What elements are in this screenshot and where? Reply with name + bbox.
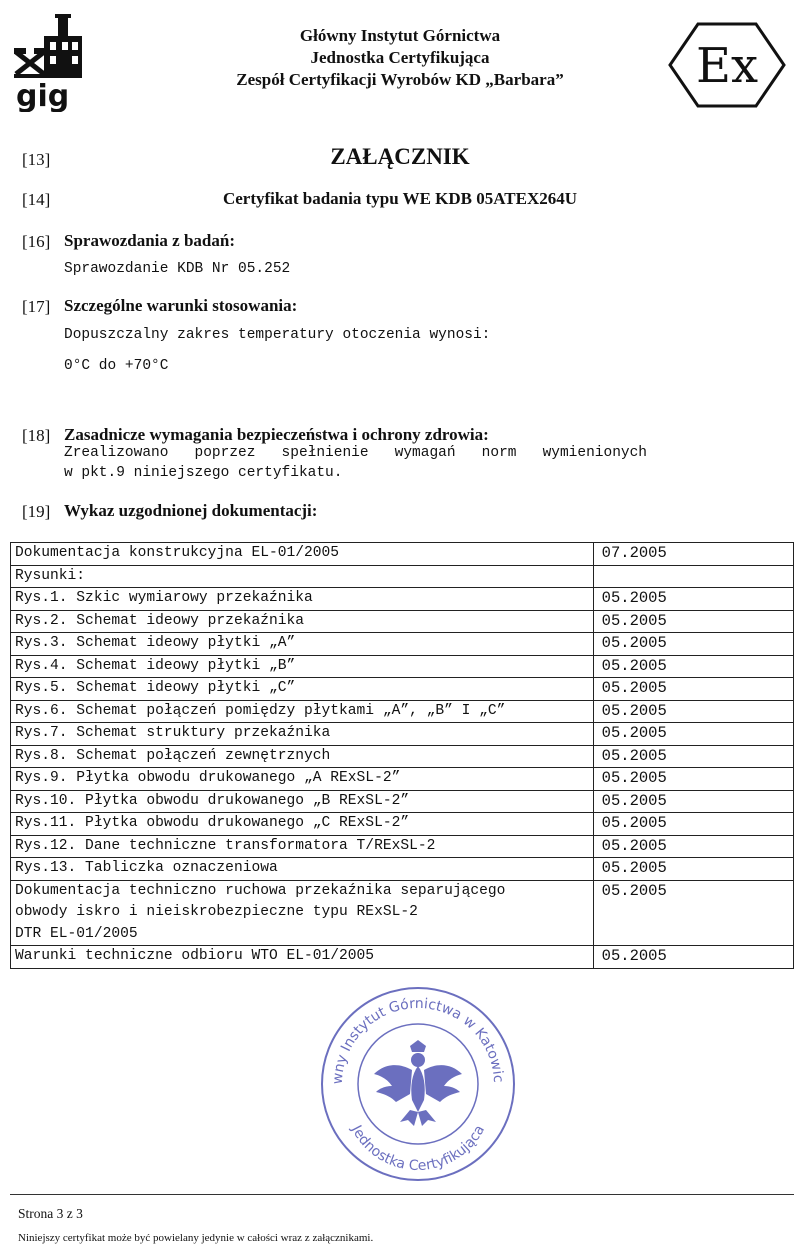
document-name-cell: Rys.9. Płytka obwodu drukowanego „A RExSL-2” <box>11 768 594 791</box>
section-body-17-line2: 0°C do +70°C <box>64 358 169 374</box>
document-date-cell: 05.2005 <box>593 700 793 723</box>
table-row <box>11 565 794 588</box>
document-name-cell: Rys.11. Płytka obwodu drukowanego „C RExSL-2” <box>11 813 594 836</box>
document-date-cell: 05.2005 <box>593 880 793 946</box>
document-date-cell: 05.2005 <box>593 768 793 791</box>
document-date-cell: 05.2005 <box>593 790 793 813</box>
document-date-cell: 05.2005 <box>593 610 793 633</box>
page-number: Strona 3 z 3 <box>18 1206 83 1221</box>
table-row <box>11 745 794 768</box>
document-name-cell: Rys.3. Schemat ideowy płytki „A” <box>11 633 594 656</box>
documentation-table <box>10 542 794 969</box>
document-date-cell: 05.2005 <box>593 858 793 881</box>
document-date-cell: 05.2005 <box>593 745 793 768</box>
table-row <box>11 633 794 656</box>
section-body-17-line1: Dopuszczalny zakres temperatury otoczenia wynosi: <box>64 327 491 343</box>
document-name-cell: Rys.5. Schemat ideowy płytki „C” <box>11 678 594 701</box>
table-row <box>11 790 794 813</box>
ex-logo-text: Ex <box>695 38 759 94</box>
ex-logo <box>668 22 786 108</box>
document-date-cell: 05.2005 <box>593 946 793 969</box>
document-name-cell: Rys.13. Tabliczka oznaczeniowa <box>11 858 594 881</box>
document-date-cell: 05.2005 <box>593 723 793 746</box>
table-row <box>11 946 794 969</box>
table-row <box>11 835 794 858</box>
stamp-bottom-text: Jednostka Certyfikująca <box>347 1122 489 1175</box>
document-name-cell: Rys.12. Dane techniczne transformatora T/RExSL-2 <box>11 835 594 858</box>
table-row <box>11 768 794 791</box>
document-date-cell: 05.2005 <box>593 655 793 678</box>
document-name-cell: Dokumentacja techniczno ruchowa przekaźnika separującego obwody iskro i nieiskrobezpieczne typu RExSL-2 DTR EL-01/2005 <box>11 880 594 946</box>
document-date-cell: 05.2005 <box>593 633 793 656</box>
section-number-14: [14] <box>22 190 51 209</box>
certificate-id: Certyfikat badania typu WE KDB 05ATEX264U <box>222 189 578 208</box>
section-title-19: Wykaz uzgodnionej dokumentacji: <box>64 501 318 520</box>
team-name: Zespół Certyfikacji Wyrobów KD „Barbara” <box>236 70 564 89</box>
certification-stamp <box>318 984 518 1184</box>
section-body-16: Sprawozdanie KDB Nr 05.252 <box>64 261 291 277</box>
table-row <box>11 588 794 611</box>
table-row <box>11 610 794 633</box>
document-date-cell: 07.2005 <box>593 543 793 566</box>
table-row <box>11 700 794 723</box>
document-date-cell: 05.2005 <box>593 813 793 836</box>
institute-name: Główny Instytut Górnictwa <box>299 26 501 45</box>
footer-divider <box>10 1194 794 1195</box>
svg-text:Główny Instytut Górnictwa w Ka <box>318 984 506 1085</box>
document-name-cell: Rysunki: <box>11 565 594 588</box>
section-number-18: [18] <box>22 426 51 445</box>
stamp-ring-text: wny Instytut Górnictwa w Katowic <box>329 995 507 1085</box>
document-name-cell: Rys.1. Szkic wymiarowy przekaźnika <box>11 588 594 611</box>
table-row <box>11 678 794 701</box>
section-body-18-line2: w pkt.9 niniejszego certyfikatu. <box>64 465 343 481</box>
eagle-emblem <box>374 1040 462 1126</box>
document-name-cell: Rys.6. Schemat połączeń pomiędzy płytkami „A”, „B” I „C” <box>11 700 594 723</box>
section-number-17: [17] <box>22 297 51 316</box>
table-row <box>11 543 794 566</box>
document-name-cell: Rys.7. Schemat struktury przekaźnika <box>11 723 594 746</box>
document-name-cell: Warunki techniczne odbioru WTO EL-01/2005 <box>11 946 594 969</box>
section-number-19: [19] <box>22 502 51 521</box>
document-date-cell: 05.2005 <box>593 588 793 611</box>
gig-logo-text: gig <box>16 79 70 112</box>
table-row <box>11 880 794 946</box>
document-name-cell: Rys.2. Schemat ideowy przekaźnika <box>11 610 594 633</box>
document-date-cell: 05.2005 <box>593 835 793 858</box>
section-title-16: Sprawozdania z badań: <box>64 231 235 250</box>
section-number-16: [16] <box>22 232 51 251</box>
document-name-cell: Dokumentacja konstrukcyjna EL-01/2005 <box>11 543 594 566</box>
footer-note: Niniejszy certyfikat może być powielany jedynie w całości wraz z załącznikami. <box>18 1232 374 1244</box>
document-name-cell: Rys.8. Schemat połączeń zewnętrznych <box>11 745 594 768</box>
section-number-13: [13] <box>22 150 51 169</box>
section-title-17: Szczególne warunki stosowania: <box>64 296 298 315</box>
section-body-18-line1: Zrealizowano poprzez spełnienie wymagań norm wymienionych <box>64 445 647 461</box>
document-name-cell: Rys.4. Schemat ideowy płytki „B” <box>11 655 594 678</box>
table-row <box>11 813 794 836</box>
section-title-18: Zasadnicze wymagania bezpieczeństwa i ochrony zdrowia: <box>64 425 489 444</box>
table-row <box>11 858 794 881</box>
unit-name: Jednostka Certyfikująca <box>310 48 490 67</box>
table-row <box>11 655 794 678</box>
document-name-cell: Rys.10. Płytka obwodu drukowanego „B RExSL-2” <box>11 790 594 813</box>
document-date-cell: 05.2005 <box>593 678 793 701</box>
document-date-cell <box>593 565 793 588</box>
table-row <box>11 723 794 746</box>
page-title: ZAŁĄCZNIK <box>330 144 470 169</box>
